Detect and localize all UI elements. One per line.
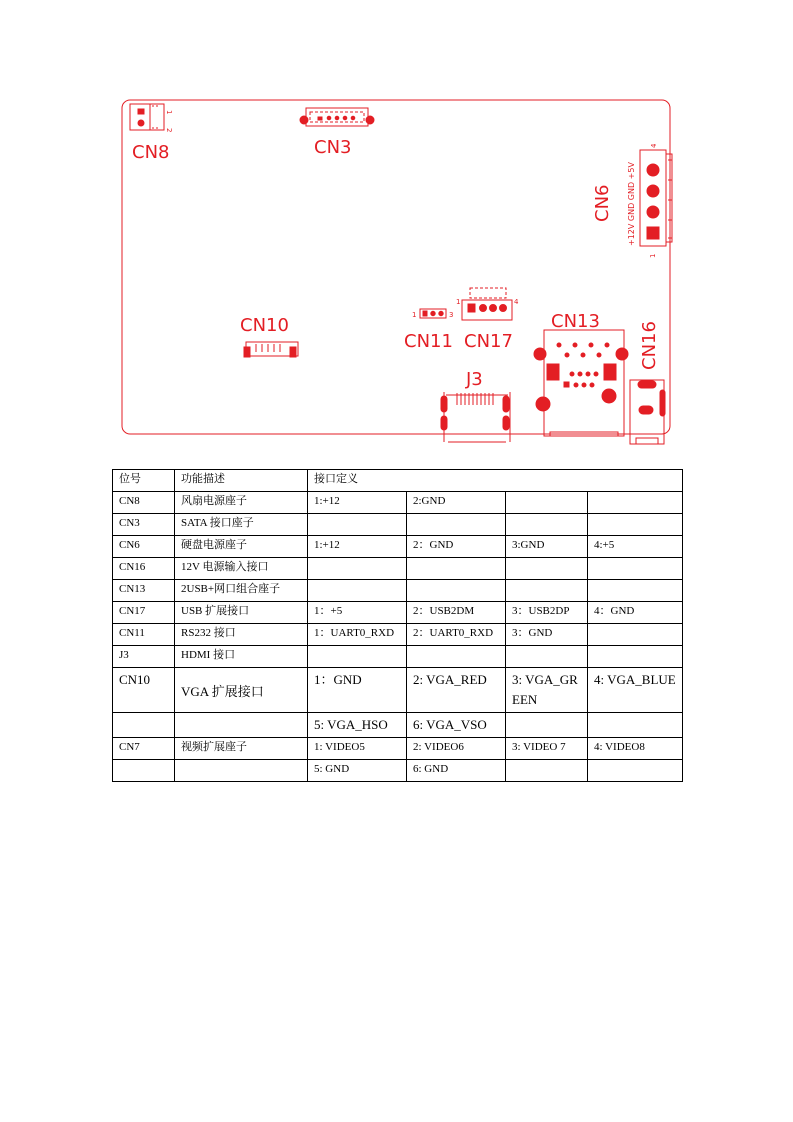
cell-pin-2: 2:GND: [407, 492, 506, 514]
cell-pin-4: [588, 713, 683, 738]
cell-ref: CN11: [113, 624, 175, 646]
cell-ref: [113, 760, 175, 782]
cell-pin-1: 1: VIDEO5: [308, 738, 407, 760]
cn8-pin2-mark: 2: [165, 128, 173, 133]
cell-pin-2: 2：UART0_RXD: [407, 624, 506, 646]
cell-ref: CN13: [113, 580, 175, 602]
cell-desc: 2USB+网口组合座子: [175, 580, 308, 602]
cell-ref: CN6: [113, 536, 175, 558]
cn3-label: CN3: [314, 137, 352, 158]
cell-ref: J3: [113, 646, 175, 668]
table-row: [113, 536, 683, 558]
cell-pin-3: [506, 492, 588, 514]
cell-pin-2: 6: GND: [407, 760, 506, 782]
cell-pin-3: 3: VGA_GREEN: [506, 668, 588, 713]
cell-ref: CN10: [113, 668, 175, 713]
cell-pin-4: 4: VGA_BLUE: [588, 668, 683, 713]
cell-desc: 硬盘电源座子: [175, 536, 308, 558]
cell-ref: CN16: [113, 558, 175, 580]
cell-pin-3: [506, 646, 588, 668]
cell-pin-2: 2: VGA_RED: [407, 668, 506, 713]
cell-pin-1: [308, 646, 407, 668]
cell-desc: [175, 760, 308, 782]
cn13-label: CN13: [551, 311, 600, 332]
cn13-footprint: [534, 330, 628, 436]
table-row: [113, 580, 683, 602]
cell-ref: CN7: [113, 738, 175, 760]
cn17-label: CN17: [464, 331, 513, 352]
cell-pin-2: 2：USB2DM: [407, 602, 506, 624]
cell-pin-3: 3：USB2DP: [506, 602, 588, 624]
cn10-footprint: [244, 342, 298, 357]
cell-pin-1: 1：+5: [308, 602, 407, 624]
cn17-pin1-mark: 1: [456, 298, 461, 306]
cell-pin-2: [407, 646, 506, 668]
cell-pin-2: [407, 558, 506, 580]
header-ref: 位号: [113, 470, 175, 492]
cn6-footprint: [640, 150, 672, 246]
cn16-label: CN16: [639, 321, 660, 370]
table-row: [113, 738, 683, 760]
cell-pin-1: 1:+12: [308, 536, 407, 558]
cell-pin-4: [588, 580, 683, 602]
cell-pin-4: [588, 760, 683, 782]
table-row: [113, 646, 683, 668]
cell-pin-4: [588, 646, 683, 668]
cell-desc: SATA 接口座子: [175, 514, 308, 536]
cell-pin-4: [588, 514, 683, 536]
cell-pin-3: [506, 580, 588, 602]
cell-pin-3: 3: VIDEO 7: [506, 738, 588, 760]
cell-pin-3: 3：GND: [506, 624, 588, 646]
cell-pin-1: 5: VGA_HSO: [308, 713, 407, 738]
cell-pin-4: 4: VIDEO8: [588, 738, 683, 760]
cn10-label: CN10: [240, 315, 289, 336]
cn17-footprint: [462, 288, 512, 320]
cell-desc: 视频扩展座子: [175, 738, 308, 760]
cell-pin-2: 2: VIDEO6: [407, 738, 506, 760]
header-pins: 接口定义: [308, 470, 683, 492]
cell-pin-4: 4:+5: [588, 536, 683, 558]
cell-desc: 12V 电源输入接口: [175, 558, 308, 580]
cell-pin-4: [588, 624, 683, 646]
cell-pin-4: [588, 558, 683, 580]
cn11-pin1-mark: 1: [412, 311, 417, 319]
cell-ref: CN8: [113, 492, 175, 514]
cell-pin-2: [407, 580, 506, 602]
cell-pin-3: [506, 514, 588, 536]
cell-desc: HDMI 接口: [175, 646, 308, 668]
cell-pin-4: 4：GND: [588, 602, 683, 624]
cell-pin-1: 1:+12: [308, 492, 407, 514]
cell-pin-3: 3:GND: [506, 536, 588, 558]
pin-definition-table: [112, 469, 683, 782]
board-outline: [122, 100, 670, 434]
cell-ref: [113, 713, 175, 738]
cn11-footprint: [420, 309, 446, 318]
table-row: [113, 624, 683, 646]
cell-pin-3: [506, 713, 588, 738]
cell-pin-1: [308, 514, 407, 536]
cn8-pin1-mark: 1: [165, 110, 173, 115]
table-row: [113, 760, 683, 782]
table-row: [113, 558, 683, 580]
table-row: [113, 492, 683, 514]
header-desc: 功能描述: [175, 470, 308, 492]
table-row: [113, 713, 683, 738]
cell-pin-4: [588, 492, 683, 514]
cell-pin-1: [308, 580, 407, 602]
cell-desc: 风扇电源座子: [175, 492, 308, 514]
cell-desc: [175, 713, 308, 738]
cn8-label: CN8: [132, 142, 170, 163]
cell-pin-3: [506, 558, 588, 580]
table-row: [113, 514, 683, 536]
table-row: [113, 668, 683, 713]
cn6-pin-names: +12V GND GND +5V: [627, 162, 636, 246]
cell-desc: RS232 接口: [175, 624, 308, 646]
cell-ref: CN3: [113, 514, 175, 536]
cell-desc: USB 扩展接口: [175, 602, 308, 624]
cell-pin-2: [407, 514, 506, 536]
cell-pin-1: 1：GND: [308, 668, 407, 713]
pcb-board-diagram: [0, 0, 793, 460]
table-row: [113, 602, 683, 624]
cn6-label: CN6: [592, 184, 613, 222]
cn11-label: CN11: [404, 331, 453, 352]
cell-pin-3: [506, 760, 588, 782]
j3-label: J3: [466, 369, 483, 390]
cn11-pin3-mark: 3: [449, 311, 454, 319]
cell-pin-1: 1：UART0_RXD: [308, 624, 407, 646]
cell-pin-2: 6: VGA_VSO: [407, 713, 506, 738]
cell-pin-1: 5: GND: [308, 760, 407, 782]
cn3-footprint: [300, 108, 374, 126]
cn6-pin4-mark: 4: [650, 143, 658, 148]
cn6-pin1-mark: 1: [649, 253, 657, 258]
cell-pin-1: [308, 558, 407, 580]
table-header-row: [113, 470, 683, 492]
cell-desc: VGA 扩展接口: [175, 668, 308, 713]
cell-ref: CN17: [113, 602, 175, 624]
cn8-footprint: [130, 104, 164, 130]
cn17-pin4-mark: 4: [514, 298, 519, 306]
cell-pin-2: 2：GND: [407, 536, 506, 558]
